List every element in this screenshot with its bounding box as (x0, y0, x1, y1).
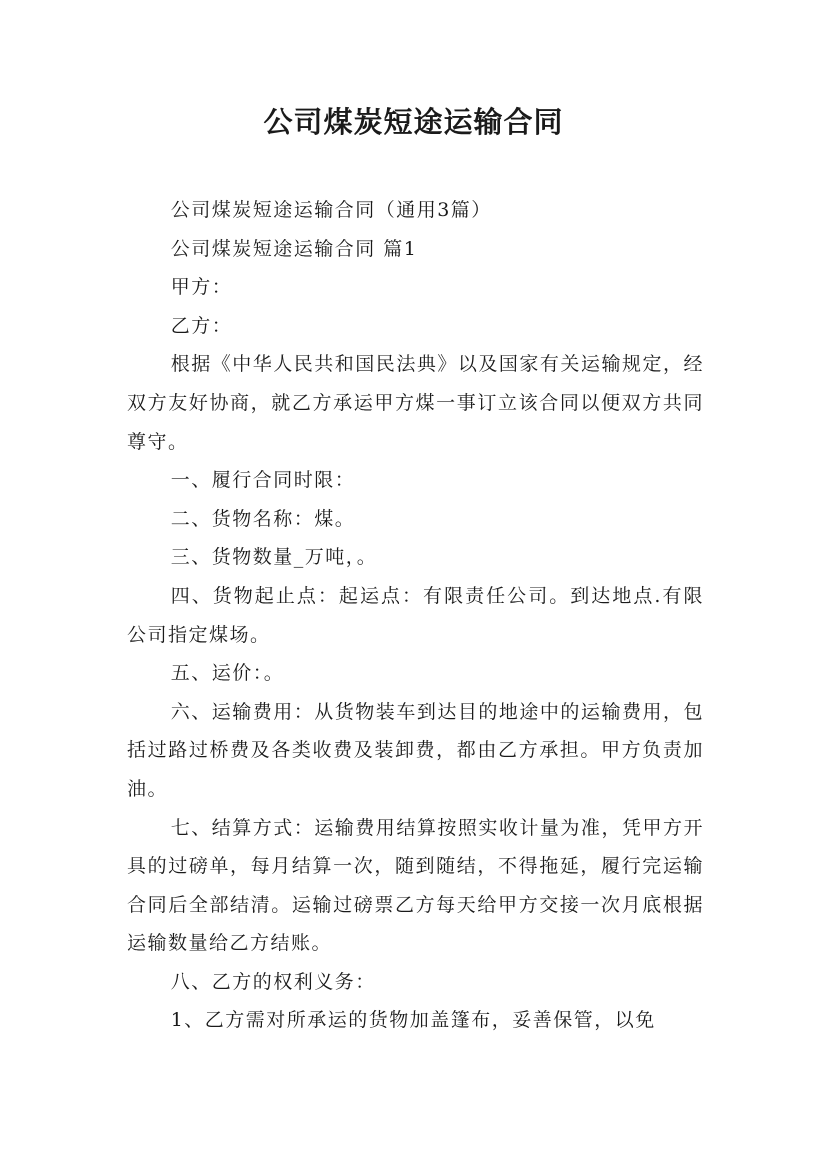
paragraph-clause-2: 二、货物名称：煤。 (170, 507, 356, 530)
paragraph-clause-8: 八、乙方的权利义务： (170, 970, 376, 993)
paragraph-clause-3: 三、货物数量_万吨，。 (170, 546, 378, 569)
paragraph-clause-1: 一、履行合同时限： (170, 469, 356, 492)
paragraph-clause-5: 五、运价：。 (170, 662, 285, 685)
paragraph-party-a: 甲方： (170, 276, 233, 299)
paragraph-clause-4: 四、货物起止点：起运点：有限责任公司。到达地点.有限公司指定煤场。 (127, 584, 704, 646)
paragraph-party-b: 乙方： (170, 314, 233, 337)
document-title: 公司煤炭短途运输合同 (263, 105, 564, 139)
paragraph-clause-6: 六、运输费用：从货物装车到达目的地途中的运输费用，包括过路过桥费及各类收费及装卸费，都由乙方承担。甲方负责加油。 (127, 700, 704, 800)
document-body (127, 191, 704, 1040)
paragraph-preamble: 根据《中华人民共和国民法典》以及国家有关运输规定，经双方友好协商，就乙方承运甲方煤一事订立该合同以便双方共同尊守。 (127, 353, 704, 453)
paragraph-clause-7: 七、结算方式：运输费用结算按照实收计量为准，凭甲方开具的过磅单，每月结算一次，随到随结，不得拖延，履行完运输合同后全部结清。运输过磅票乙方每天给甲方交接一次月底根据运输数量给乙方结账。 (127, 816, 704, 955)
paragraph-section-heading: 公司煤炭短途运输合同 篇1 (170, 237, 418, 260)
paragraph-subtitle: 公司煤炭短途运输合同（通用3篇） (170, 199, 492, 221)
paragraph-clause-8-1: 1、乙方需对所承运的货物加盖篷布，妥善保管，以免 (170, 1009, 656, 1032)
